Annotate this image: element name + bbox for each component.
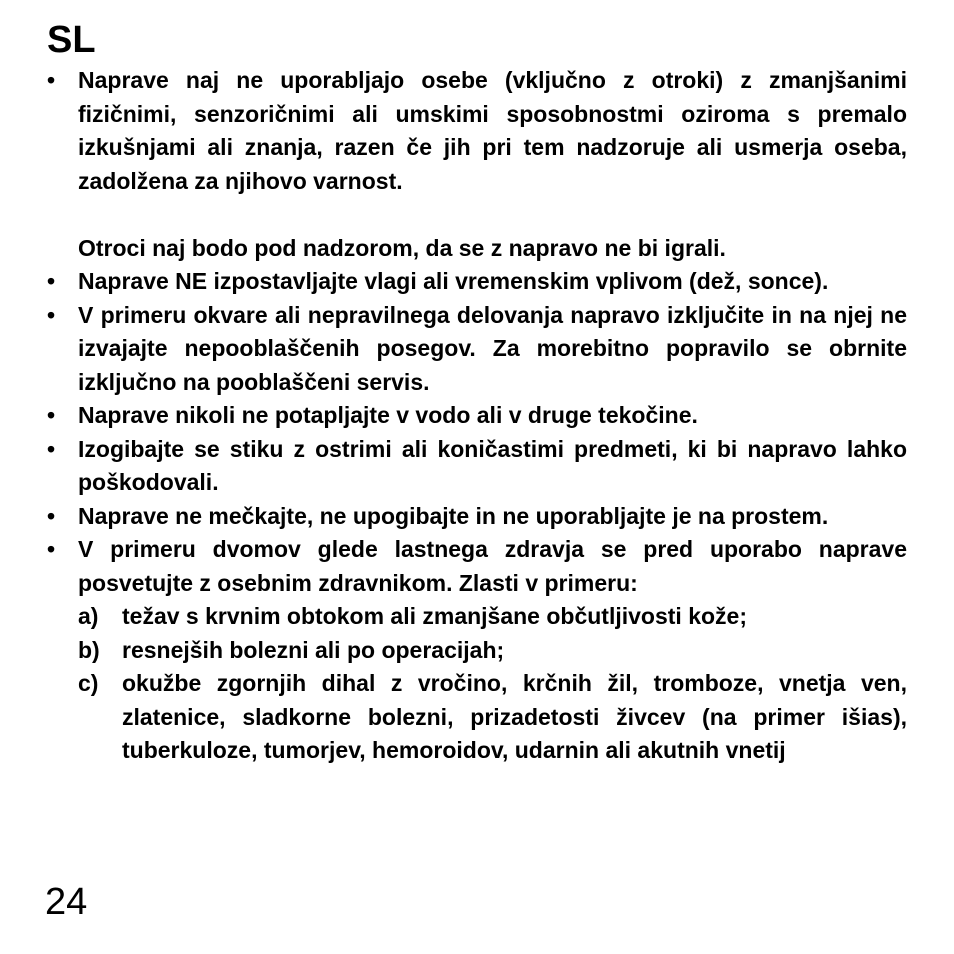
page-number: 24	[45, 881, 88, 923]
bullet-icon: •	[47, 402, 56, 428]
sub-list-text: okužbe zgornjih dihal z vročino, krčnih žil, tromboze, vnetja ven, zlatenice, sladkorne bolezni, prizadetosti živcev (na primer išias), tuberkuloze, tumorjev, hemoroidov, udarnin ali akutnih vnetij	[122, 670, 907, 763]
bullet-text: Naprave naj ne uporabljajo osebe (vključno z otroki) z zmanjšanimi fizičnimi, senzoričnimi ali umskimi sposobnostmi oziroma s premalo izkušnjami ali znanja, razen če jih pri tem nadzoruje ali usmerja oseba, zadolžena za njihovo varnost.	[78, 67, 907, 194]
bullet-text: Naprave NE izpostavljajte vlagi ali vremenskim vplivom (dež, sonce).	[78, 268, 829, 294]
language-heading: SL	[47, 19, 96, 61]
sub-list-marker: a)	[78, 603, 99, 629]
paragraph-gap	[47, 198, 907, 232]
bullet-icon: •	[47, 67, 56, 93]
sub-list-text: resnejših bolezni ali po operacijah;	[122, 636, 505, 663]
bullet-item	[47, 265, 907, 299]
bullet-icon: •	[47, 536, 56, 562]
bullet-icon: •	[47, 435, 56, 462]
sub-list-text: težav s krvnim obtokom ali zmanjšane občutljivosti kože;	[122, 603, 747, 629]
sub-list-item	[47, 667, 907, 768]
bullet-text: Naprave ne mečkajte, ne upogibajte in ne uporabljajte je na prostem.	[78, 502, 829, 529]
bullet-text: V primeru okvare ali nepravilnega delovanja napravo izključite in na njej ne izvajajte nepooblaščenih posegov. Za morebitno popravilo se obrnite izključno na pooblaščeni servis.	[78, 301, 907, 395]
bullet-extra-text: Otroci naj bodo pod nadzorom, da se z napravo ne bi igrali.	[78, 234, 726, 261]
bullet-item	[47, 399, 907, 433]
bullet-item	[47, 64, 907, 198]
bullet-item	[47, 433, 907, 500]
bullet-icon: •	[47, 268, 56, 294]
bullet-icon: •	[47, 301, 56, 328]
bullet-text: Naprave nikoli ne potapljajte v vodo ali v druge tekočine.	[78, 402, 698, 428]
safety-instructions	[47, 64, 907, 768]
sub-list-item	[47, 600, 907, 634]
bullet-item	[47, 500, 907, 534]
sub-list-item	[47, 634, 907, 668]
bullet-text: Izogibajte se stiku z ostrimi ali koničastimi predmeti, ki bi napravo lahko poškodovali.	[78, 435, 907, 495]
sub-list-marker: c)	[78, 670, 99, 696]
bullet-item	[47, 533, 907, 600]
bullet-icon: •	[47, 502, 56, 529]
bullet-item	[47, 299, 907, 400]
sub-list-marker: b)	[78, 636, 100, 663]
bullet-text: V primeru dvomov glede lastnega zdravja se pred uporabo naprave posvetujte z osebnim zdravnikom. Zlasti v primeru:	[78, 536, 907, 596]
